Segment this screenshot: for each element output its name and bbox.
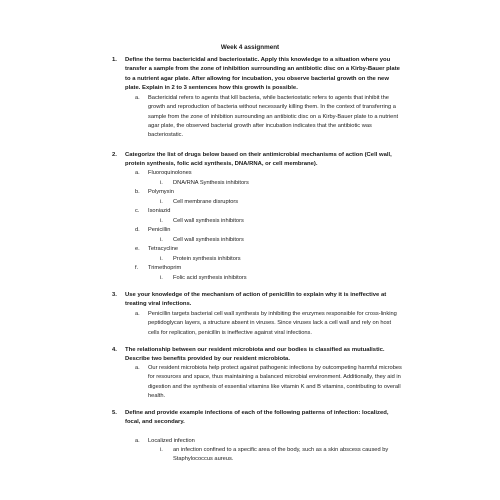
drug-d-roman: i. [160, 237, 163, 243]
drug-d-name: Penicillin [148, 227, 171, 233]
pattern-a-label: Localized infection [148, 438, 195, 444]
drug-b-name: Polymyxin [148, 189, 174, 195]
drug-a-roman: i. [160, 180, 163, 186]
question-1-text: Define the terms bactericidal and bacteriostatic. Apply this knowledge to a situation where you transfer a sample from the zone of inhibition surrounding an antibiotic disc on a Kirby-Bauer plate to a nutrient agar plate. After allowing for incubation, you observe bacterial growth on the new plate. Explain in 2 to 3 sentences how this growth is possible. [125, 57, 400, 91]
answer-3a-text: Penicillin targets bacterial cell wall synthesis by inhibiting the enzymes responsible for cross-linking peptidoglycan layers, a structure absent in viruses. Since viruses lack a cell wall and rely on host cells for replication, penicillin is ineffective against viral infections. [148, 311, 397, 336]
drug-d-mechanism: Cell wall synthesis inhibitors [173, 237, 244, 243]
drug-c-mechanism: Cell wall synthesis inhibitors [173, 218, 244, 224]
drug-b-mechanism: Cell membrane disruptors [173, 199, 239, 205]
drug-a-mechanism: DNA/RNA Synthesis inhibitors [173, 180, 249, 186]
question-3-text: Use your knowledge of the mechanism of action of penicillin to explain why it is ineffective at treating viral infections. [125, 292, 387, 308]
question-5-number: 5. [112, 410, 117, 416]
drug-f-name: Trimethoprim [148, 265, 182, 271]
drug-f-mechanism: Folic acid synthesis inhibitors [173, 275, 247, 281]
answer-1a-letter: a. [135, 95, 140, 101]
drug-d-letter: d. [135, 227, 140, 233]
drug-c-roman: i. [160, 218, 163, 224]
question-5-text: Define and provide example infections of each of the following patterns of infection: localized, focal, and secondary. [125, 410, 389, 426]
drug-c-letter: c. [135, 208, 140, 214]
answer-1a-text: Bactericidal refers to agents that kill bacteria, while bacteriostatic refers to agents that inhibit the growth and reproduction of bacteria without necessarily killing them. In the context of transferring a sample from the zone of inhibition surrounding an antibiotic disc on a Kirby-Bauer plate to a nutrient agar plate, the observed bacterial growth after incubation indicates that the antibiotic was bacteriostatic. [148, 95, 399, 139]
drug-c-name: Isoniazid [148, 208, 171, 214]
drug-e-roman: i. [160, 256, 163, 262]
question-2-number: 2. [112, 152, 117, 158]
question-2-text: Categorize the list of drugs below based on their antimicrobial mechanisms of action (Cell wall, protein synthesis, folic acid synthesis, DNA/RNA, or cell membrane). [125, 152, 392, 168]
drug-b-roman: i. [160, 199, 163, 205]
answer-3a-letter: a. [135, 311, 140, 317]
document-title: Week 4 assignment [220, 44, 280, 51]
drug-a-name: Fluoroquinolones [148, 170, 192, 176]
pattern-a-roman: i. [160, 447, 163, 453]
drug-b-letter: b. [135, 189, 140, 195]
drug-e-letter: e. [135, 246, 140, 252]
question-4-text: The relationship between our resident microbiota and our bodies is classified as mutualistic. Describe two benefits provided by our resident microbiota. [125, 347, 385, 363]
pattern-a-letter: a. [135, 438, 140, 444]
answer-4a-letter: a. [135, 365, 140, 371]
drug-e-name: Tetracycline [148, 246, 179, 252]
question-3-number: 3. [112, 292, 117, 298]
drug-e-mechanism: Protein synthesis inhibitors [173, 256, 241, 262]
drug-f-roman: i. [160, 275, 163, 281]
pattern-a-text: an infection confined to a specific area of the body, such as a skin abscess caused by Staphylococcus aureus. [173, 447, 389, 463]
question-4-number: 4. [112, 347, 117, 353]
drug-f-letter: f. [135, 265, 139, 271]
drug-a-letter: a. [135, 170, 140, 176]
question-1-number: 1. [112, 57, 117, 63]
answer-4a-text: Our resident microbiota help protect against pathogenic infections by outcompeting harmful microbes for resources and space, thus maintaining a balanced microbial environment. Additionally, they aid in digestion and the synthesis of essential vitamins like vitamin K and B vitamins, contributing to overall health. [148, 365, 402, 399]
